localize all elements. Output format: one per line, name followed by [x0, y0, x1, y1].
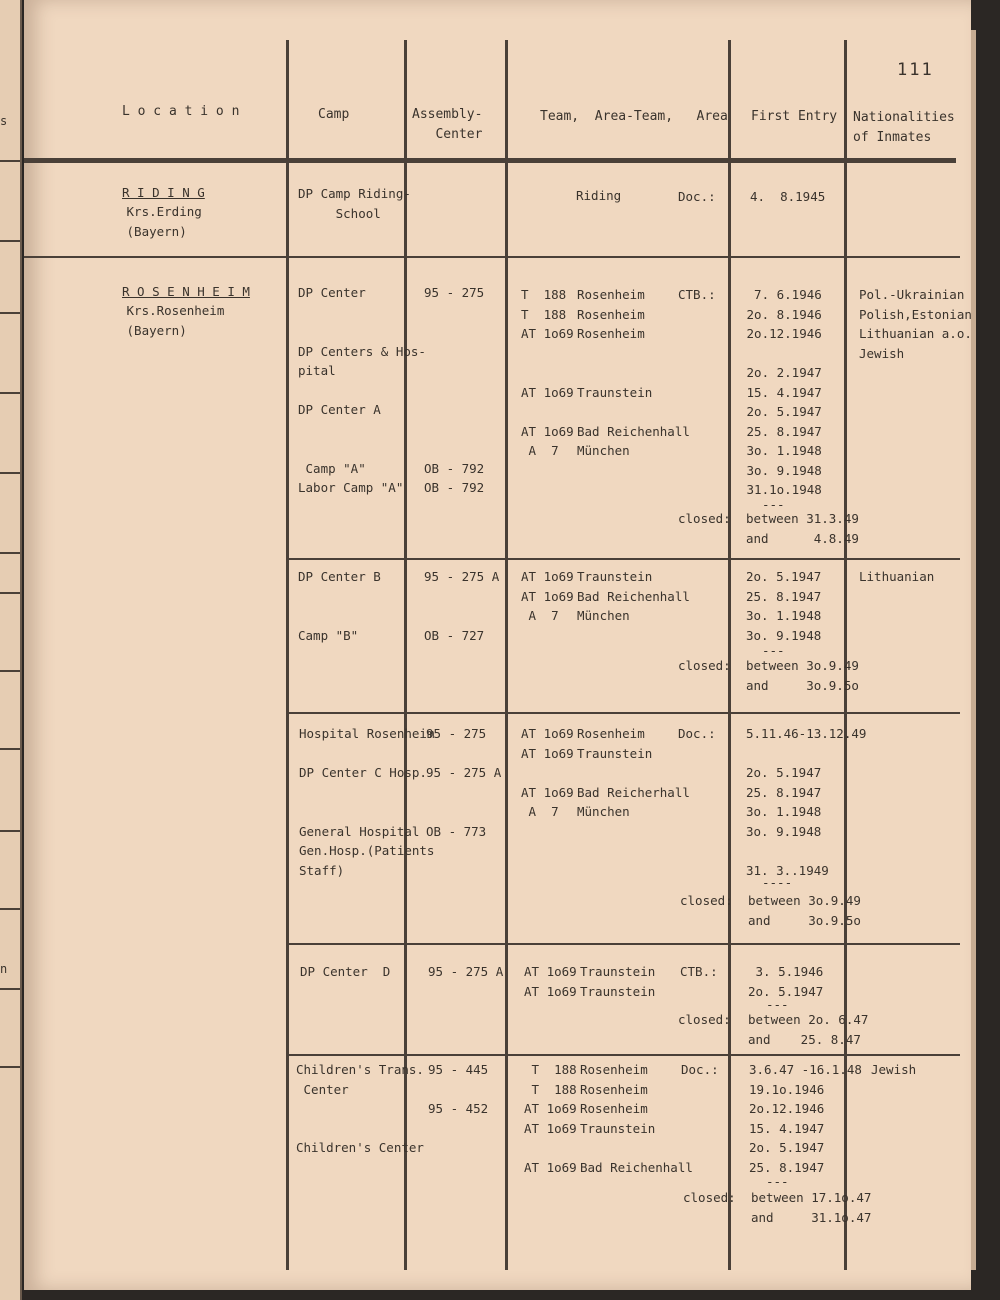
first-entry-note: --- [762, 643, 785, 658]
header-first-entry: First Entry [751, 109, 838, 124]
doc-label: CTB.: [680, 964, 718, 979]
row-rule [24, 256, 960, 258]
team-place: Rosenheim Rosenheim Rosenheim Traunstein Bad Reichenhall München [577, 287, 690, 458]
team-code: T 188 T 188 AT 1o69 AT 1o69 AT 1o69 [524, 1062, 577, 1175]
location-name: R I D I N G [122, 185, 205, 200]
row-rule [286, 558, 960, 560]
left-page-fragment: s [0, 114, 8, 128]
first-entry: 3. 5.1946 2o. 5.1947 [748, 964, 824, 999]
closed-range: between 17.1o.47 and 31.1o.47 [751, 1190, 872, 1225]
row-rule [286, 943, 960, 945]
left-page-rule [0, 988, 20, 990]
closed-range: between 2o. 6.47 and 25. 8.47 [748, 1012, 869, 1047]
nationalities: Lithuanian [859, 569, 935, 584]
team-place: Rosenheim Rosenheim Rosenheim Traunstein Bad Reichenhall [580, 1062, 693, 1175]
team-place: Riding [576, 188, 622, 203]
left-page-rule [0, 670, 20, 672]
first-entry-note: --- [762, 497, 785, 512]
first-entry-note: ---- [762, 875, 793, 890]
closed-label: closed: [683, 1190, 736, 1205]
closed-label: closed: [678, 511, 731, 526]
page-stack-edge [971, 30, 976, 1270]
closed-label: closed: [678, 1012, 731, 1027]
header-team: Team, Area-Team, Area [540, 109, 728, 124]
doc-label: Doc.: [678, 189, 716, 204]
doc-label: Doc.: [681, 1062, 719, 1077]
column-rule [728, 40, 731, 1270]
team-code: AT 1o69 AT 1o69 AT 1o69 A 7 [521, 726, 574, 819]
team-code: AT 1o69 AT 1o69 A 7 [521, 569, 574, 623]
location-name: R O S E N H E I M [122, 284, 250, 299]
left-page-rule [0, 472, 20, 474]
closed-label: closed: [678, 658, 731, 673]
left-page-rule [0, 1066, 20, 1068]
first-entry-note: --- [766, 997, 789, 1012]
left-page-rule [0, 908, 20, 910]
assembly-center: 95 - 275 95 - 275 A OB - 773 [426, 726, 502, 839]
assembly-center: 95 - 275 A [428, 964, 504, 979]
header-nationalities: Nationalities of Inmates [853, 110, 955, 145]
location-district: Krs.Rosenheim (Bayern) [126, 303, 225, 338]
first-entry-note: --- [766, 1174, 789, 1189]
column-rule [286, 40, 289, 1270]
row-rule [286, 1054, 960, 1056]
camp-name: DP Camp Riding- School [298, 186, 411, 221]
left-page-rule [0, 160, 20, 162]
left-page-edge [0, 0, 22, 1300]
left-page-rule [0, 592, 20, 594]
first-entry: 3.6.47 -16.1.48 19.1o.1946 2o.12.1946 15. 4.1947 2o. 5.1947 25. 8.1947 [749, 1062, 862, 1175]
team-code: T 188 T 188 AT 1o69 AT 1o69 AT 1o69 A 7 [521, 287, 574, 458]
first-entry: 2o. 5.1947 25. 8.1947 3o. 1.1948 3o. 9.1948 [746, 569, 822, 643]
location-district: Krs.Erding (Bayern) [126, 204, 202, 239]
assembly-center: 95 - 445 95 - 452 [428, 1062, 489, 1116]
column-rule [505, 40, 508, 1270]
header-rule [24, 158, 956, 163]
team-place: Rosenheim Traunstein Bad Reicherhall München [577, 726, 690, 819]
camp-name: DP Center B Camp "B" [298, 569, 381, 643]
closed-range: between 3o.9.49 and 3o.9.5o [746, 658, 859, 693]
left-page-rule [0, 392, 20, 394]
left-page-rule [0, 830, 20, 832]
page-number: 111 [897, 60, 934, 80]
left-page-rule [0, 552, 20, 554]
closed-range: between 31.3.49 and 4.8.49 [746, 511, 859, 546]
nationalities: Jewish [871, 1062, 917, 1077]
team-code: AT 1o69 AT 1o69 [524, 964, 577, 999]
closed-label: closed: [680, 893, 733, 908]
first-entry: 4. 8.1945 [750, 189, 826, 204]
camp-name: Children's Trans. Center Children's Center [296, 1062, 424, 1155]
row-rule [286, 712, 960, 714]
first-entry: 7. 6.1946 2o. 8.1946 2o.12.1946 2o. 2.1947 15. 4.1947 2o. 5.1947 25. 8.1947 3o. 1.1948 3o. 9.1948 31.1o.1948 [746, 287, 822, 497]
doc-label: Doc.: [678, 726, 716, 741]
header-assembly-center: Assembly- Center [412, 107, 483, 142]
doc-label: CTB.: [678, 287, 716, 302]
camp-name: DP Center DP Centers & Hos- pital DP Center A Camp "A" Labor Camp "A" [298, 285, 426, 495]
closed-range: between 3o.9.49 and 3o.9.5o [748, 893, 861, 928]
left-page-rule [0, 312, 20, 314]
team-place: Traunstein Bad Reichenhall München [577, 569, 690, 623]
team-place: Traunstein Traunstein [580, 964, 656, 999]
document-page [24, 0, 971, 1290]
assembly-center: 95 - 275 OB - 792 OB - 792 [424, 285, 485, 495]
left-page-rule [0, 748, 20, 750]
first-entry: 5.11.46-13.12.49 2o. 5.1947 25. 8.1947 3o. 1.1948 3o. 9.1948 31. 3..1949 [746, 726, 867, 878]
nationalities: Pol.-Ukrainian Polish,Estonian Lithuanian a.o. Jewish [859, 287, 972, 361]
assembly-center: 95 - 275 A OB - 727 [424, 569, 500, 643]
camp-name: DP Center D [300, 964, 391, 979]
header-location: L o c a t i o n [122, 104, 240, 119]
left-page-fragment: n [0, 962, 8, 976]
left-page-rule [0, 240, 20, 242]
camp-name: Hospital Rosenheim DP Center C Hosp. General Hospital Gen.Hosp.(Patients Staff) [299, 726, 435, 878]
header-camp: Camp [318, 107, 350, 122]
